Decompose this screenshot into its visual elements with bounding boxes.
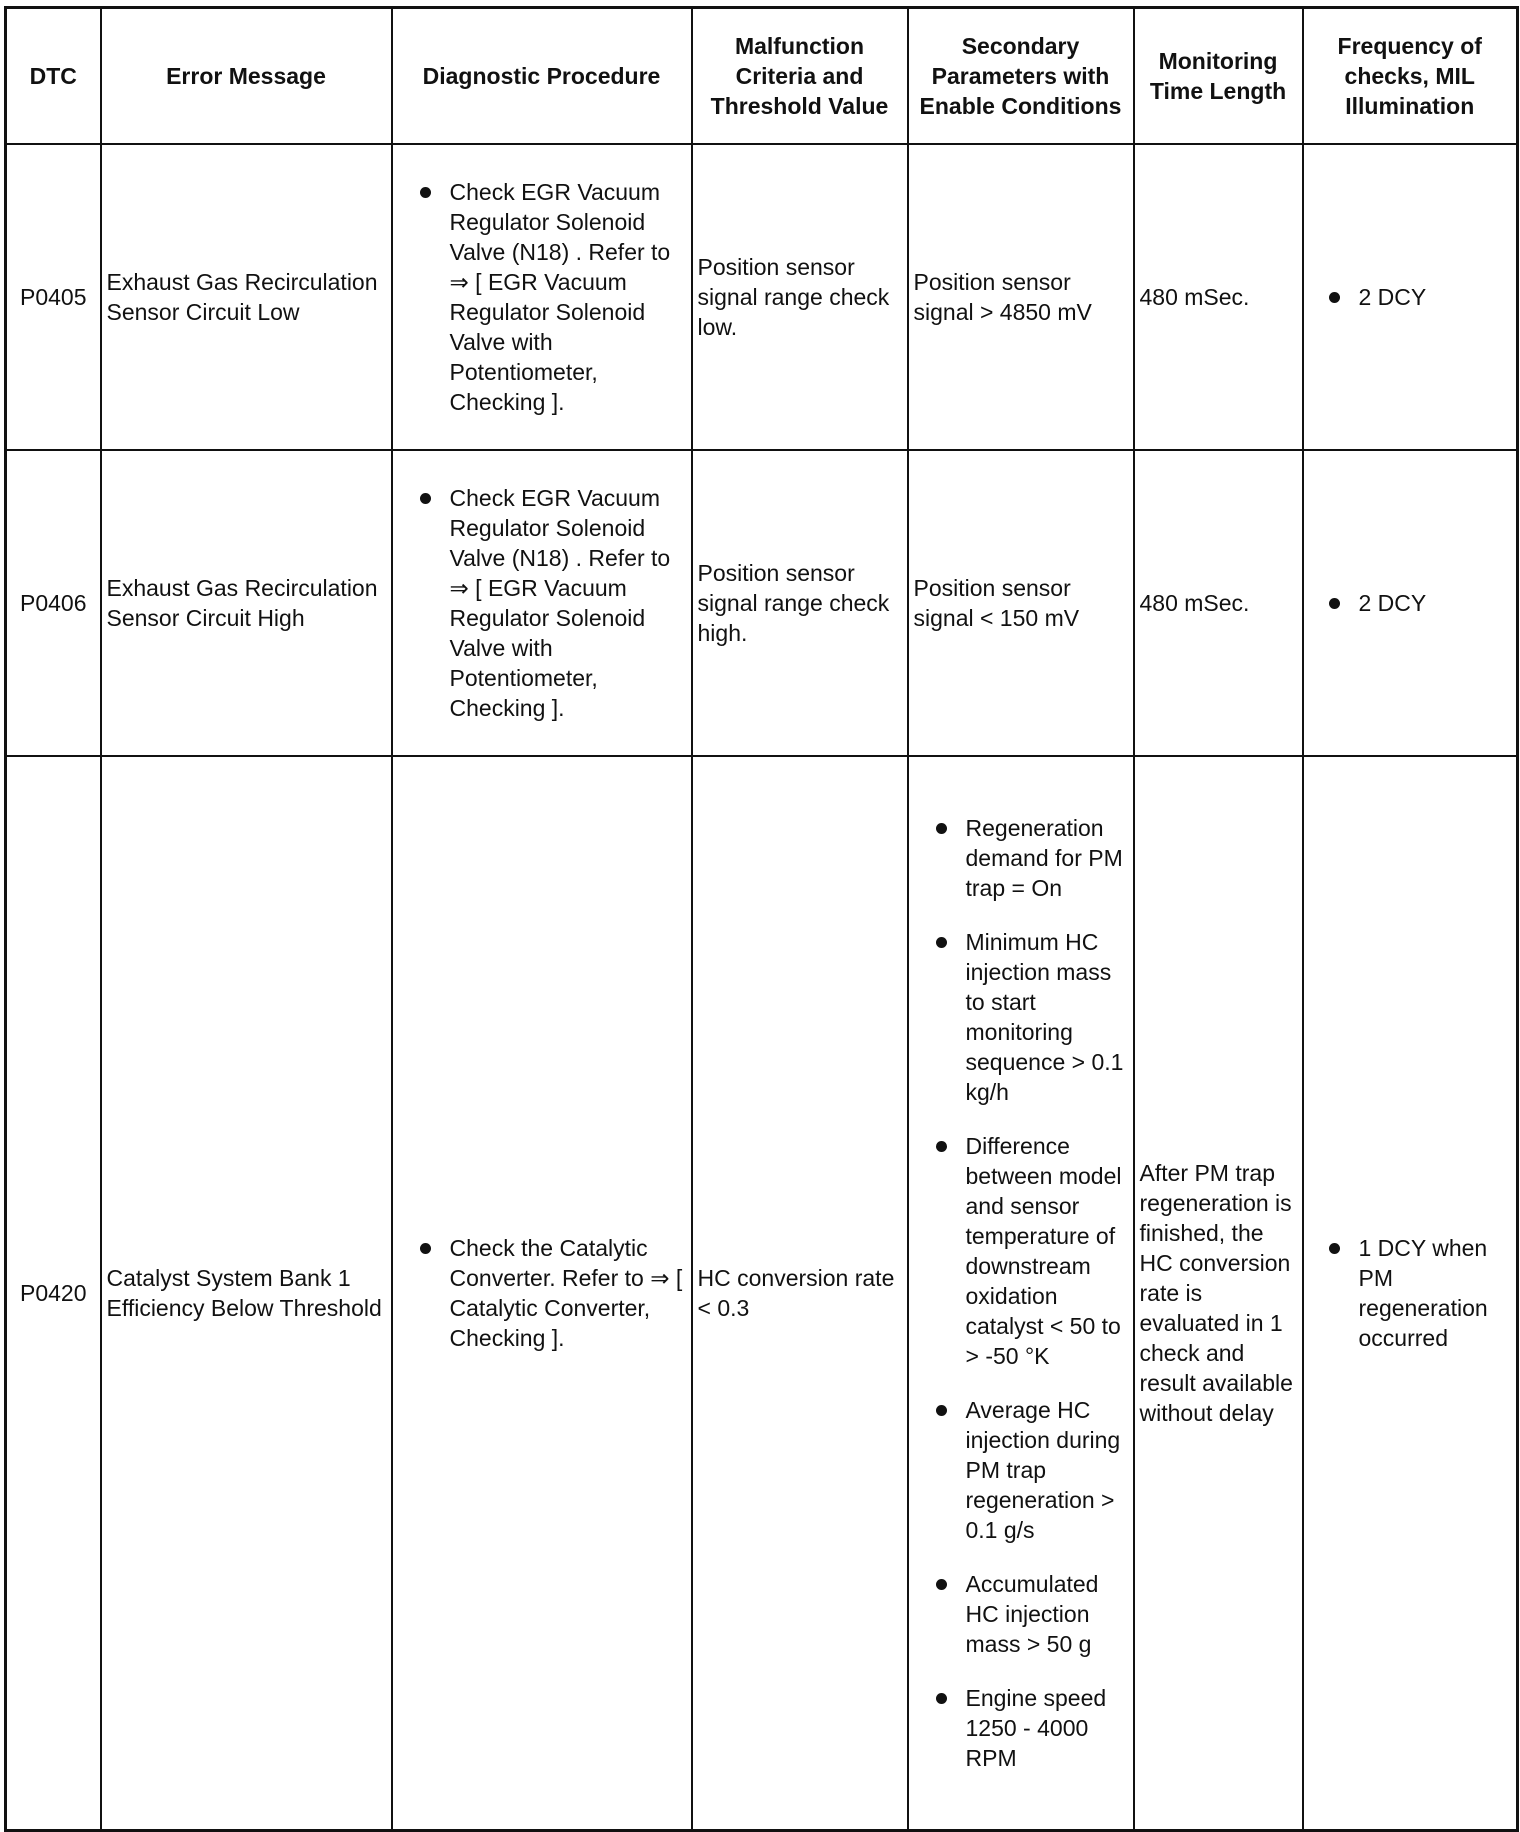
header-error-message: Error Message	[101, 8, 392, 145]
header-dtc: DTC	[6, 8, 101, 145]
header-row	[6, 8, 1518, 145]
error-message: Exhaust Gas Recirculation Sensor Circuit Low	[101, 144, 392, 450]
bullet-item: 1 DCY when PM regeneration occurred	[1309, 1233, 1512, 1353]
bullet-item: Average HC injection during PM trap regeneration > 0.1 g/s	[914, 1395, 1128, 1545]
header-malfunction-criteria: Malfunction Criteria and Threshold Value	[692, 8, 908, 145]
document-page	[4, 6, 1516, 1816]
bullet-item: Difference between model and sensor temperature of downstream oxidation catalyst < 50 to > -50 °K	[914, 1131, 1128, 1371]
header-monitoring-time: Monitoring Time Length	[1134, 8, 1303, 145]
malfunction-criteria: HC conversion rate < 0.3	[692, 756, 908, 1831]
frequency	[1303, 756, 1518, 1831]
bullet-item: Regeneration demand for PM trap = On	[914, 813, 1128, 903]
error-message: Exhaust Gas Recirculation Sensor Circuit High	[101, 450, 392, 756]
dtc-table	[4, 6, 1519, 1832]
bullet-item: Accumulated HC injection mass > 50 g	[914, 1569, 1128, 1659]
dtc-code: P0420	[6, 756, 101, 1831]
table-row	[6, 450, 1518, 756]
dtc-code: P0406	[6, 450, 101, 756]
error-message: Catalyst System Bank 1 Efficiency Below Threshold	[101, 756, 392, 1831]
bullet-item: Check the Catalytic Converter. Refer to ⇒ [ Catalytic Converter, Checking ].	[398, 1233, 686, 1353]
monitoring-time: 480 mSec.	[1134, 144, 1303, 450]
bullet-item: Engine speed 1250 - 4000 RPM	[914, 1683, 1128, 1773]
header-frequency: Frequency of checks, MIL Illumination	[1303, 8, 1518, 145]
table-row	[6, 756, 1518, 1831]
bullet-item: Minimum HC injection mass to start monitoring sequence > 0.1 kg/h	[914, 927, 1128, 1107]
secondary-parameters: Position sensor signal < 150 mV	[908, 450, 1134, 756]
monitoring-time: 480 mSec.	[1134, 450, 1303, 756]
table-row	[6, 144, 1518, 450]
frequency	[1303, 450, 1518, 756]
malfunction-criteria: Position sensor signal range check high.	[692, 450, 908, 756]
frequency	[1303, 144, 1518, 450]
malfunction-criteria: Position sensor signal range check low.	[692, 144, 908, 450]
bullet-item: 2 DCY	[1309, 282, 1512, 312]
bullet-item: Check EGR Vacuum Regulator Solenoid Valve (N18) . Refer to ⇒ [ EGR Vacuum Regulator Solenoid Valve with Potentiometer, Checking ].	[398, 177, 686, 417]
diagnostic-procedure	[392, 756, 692, 1831]
secondary-parameters: Position sensor signal > 4850 mV	[908, 144, 1134, 450]
monitoring-time: After PM trap regeneration is finished, the HC conversion rate is evaluated in 1 check and result available without delay	[1134, 756, 1303, 1831]
header-secondary-parameters: Secondary Parameters with Enable Conditions	[908, 8, 1134, 145]
diagnostic-procedure	[392, 450, 692, 756]
dtc-code: P0405	[6, 144, 101, 450]
bullet-item: 2 DCY	[1309, 588, 1512, 618]
secondary-parameters	[908, 756, 1134, 1831]
diagnostic-procedure	[392, 144, 692, 450]
header-diagnostic-procedure: Diagnostic Procedure	[392, 8, 692, 145]
bullet-item: Check EGR Vacuum Regulator Solenoid Valve (N18) . Refer to ⇒ [ EGR Vacuum Regulator Solenoid Valve with Potentiometer, Checking ].	[398, 483, 686, 723]
